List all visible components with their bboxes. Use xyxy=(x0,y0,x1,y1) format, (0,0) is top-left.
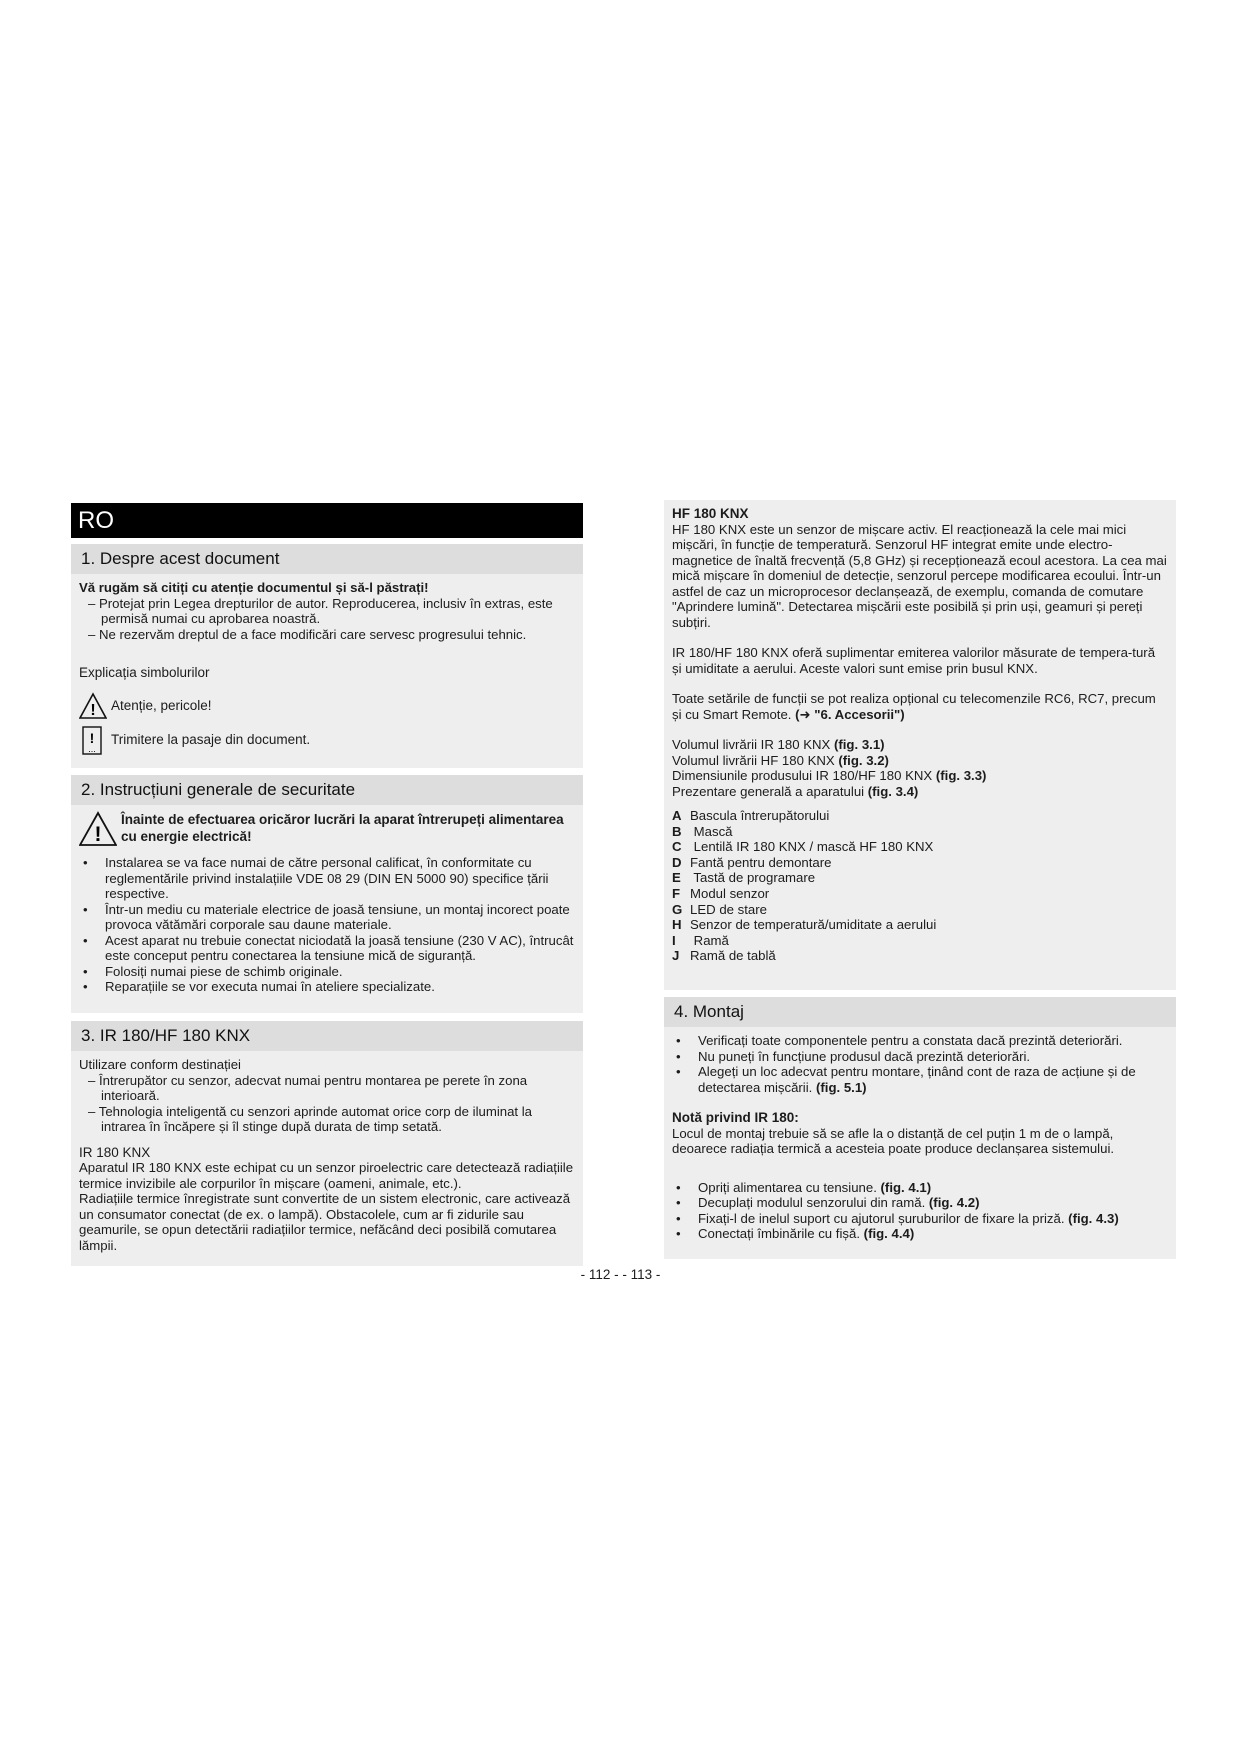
ir-title: IR 180 KNX xyxy=(79,1144,151,1160)
part-key: F xyxy=(672,885,681,901)
symbol-warning-label: Atenție, pericole! xyxy=(111,698,212,713)
safety-item: • Reparațiile se vor executa numai în ateliere specializate. xyxy=(79,979,575,995)
page-numbers: - 112 - - 113 - xyxy=(580,1267,661,1282)
part-label: Modul senzor xyxy=(690,885,770,901)
hf-paragraph: HF 180 KNX este un senzor de mișcare activ. El reacționează la cele mai mici mișcări, în funcție de temperatură. Senzorul HF integrat emite unde electro-magnetice de înaltă frecvență (5,8 GHz) și recepționează ecoul acestora. La cea mai mică mișcare în domeniul de detecție, senzorul percepe modificarea ecoului. Într-un astfel de caz un microprocesor declanșează, de exemplu, comanda de comutare "Aprindere lumină". Detectarea mișcării este posibilă și prin uși, geamuri și pereți subțiri. xyxy=(672,521,1167,630)
overview-text: Prezentare generală a aparatului xyxy=(672,783,865,799)
part-key: B xyxy=(672,823,682,839)
part-label: Senzor de temperatură/umiditate a aerului xyxy=(690,917,937,933)
part-key: H xyxy=(672,917,682,933)
warning-triangle-icon xyxy=(79,811,117,847)
dimensions xyxy=(672,768,1168,784)
overview xyxy=(672,784,1168,800)
fig-4-1-ref: (fig. 4.1) xyxy=(880,1179,932,1195)
part-item xyxy=(672,948,1168,964)
part-key: J xyxy=(672,948,680,964)
fig-3-1-ref: (fig. 3.1) xyxy=(833,737,885,752)
settings-paragraph xyxy=(672,691,1168,722)
intended-use-title: Utilizare conform destinației xyxy=(79,1057,241,1072)
s1-dash-1: – Protejat prin Legea drepturilor de autor. Reproducerea, inclusiv în extras, este permisă numai cu aprobarea noastră. xyxy=(88,595,553,626)
safety-item: • Acest aparat nu trebuie conectat niciodată la joasă tensiune (230 V AC), întrucât este conceput pentru conectarea la tensiune mică de siguranță. xyxy=(79,933,575,964)
check-item: • Nu puneți în funcțiune produsul dacă prezintă deteriorări. xyxy=(672,1049,1168,1065)
delivery-hf xyxy=(672,753,1168,769)
ir-note-text: Locul de montaj trebuie să se afle la o distanță de cel puțin 1 m de o lampă, deoarece radiația termică a acesteia poate produce declanșarea sistemului. xyxy=(672,1125,1115,1156)
section-2 xyxy=(71,775,583,1013)
step-item xyxy=(672,1180,1168,1196)
symbol-reference-label: Trimitere la pasaje din document. xyxy=(111,732,311,747)
part-item xyxy=(672,870,1168,886)
right-upper-panel xyxy=(664,500,1176,990)
section-2-title: 2. Instrucțiuni generale de securitate xyxy=(71,775,583,805)
mounting-steps xyxy=(672,1180,1168,1242)
s1-dash-2: – Ne rezervăm dreptul de a face modificări care servesc progresului tehnic. xyxy=(88,626,527,642)
step-item xyxy=(672,1226,1168,1242)
check-item: • Verificați toate componentele pentru a constata dacă prezintă deteriorări. xyxy=(672,1033,1168,1049)
s3-dash-1: – Întrerupător cu senzor, adecvat numai pentru montarea pe perete în zona interioară. xyxy=(88,1072,528,1103)
section-4 xyxy=(664,997,1176,1259)
section-1-title: 1. Despre acest document xyxy=(71,544,583,574)
warning-triangle-icon xyxy=(79,692,107,720)
symbols-title: Explicația simbolurilor xyxy=(79,665,210,680)
safety-warning xyxy=(79,811,575,847)
part-label: LED de stare xyxy=(690,901,767,917)
s3-dash-2: – Tehnologia inteligentă cu senzori aprinde automat orice corp de iluminat la intrarea în încăpere și îl stinge după durata de timp setată. xyxy=(88,1103,533,1134)
delivery-ir xyxy=(672,737,1168,753)
svg-text:!: ! xyxy=(89,729,95,746)
ir-paragraph-1: Aparatul IR 180 KNX este echipat cu un senzor piroelectric care detectează radiațiile termice invizibile ale corpurilor în mișcare (oameni, animale, etc.). xyxy=(79,1160,574,1191)
part-item xyxy=(672,917,1168,933)
parts-list xyxy=(672,808,1168,964)
hf-title: HF 180 KNX xyxy=(672,506,749,521)
part-label: Ramă de tablă xyxy=(690,948,776,964)
fig-4-2-ref: (fig. 4.2) xyxy=(928,1195,980,1210)
check-text: Alegeți un loc adecvat pentru montare, ținând cont de raza de acțiune și de detectarea mișcării. xyxy=(698,1064,1136,1095)
safety-list xyxy=(79,855,575,995)
section-3-title: 3. IR 180/HF 180 KNX xyxy=(71,1021,583,1051)
step-text: Opriți alimentarea cu tensiune. xyxy=(698,1179,877,1195)
s1-intro: Vă rugăm să citiți cu atenție documentul și să-l păstrați! xyxy=(79,580,429,595)
part-item xyxy=(672,839,1168,855)
measurement-paragraph: IR 180/HF 180 KNX oferă suplimentar emiterea valorilor măsurate de tempera-tură și umiditate a aerului. Aceste valori sunt emise prin busul KNX. xyxy=(672,645,1156,676)
fig-3-3-ref: (fig. 3.3) xyxy=(935,768,987,783)
part-label: Lentilă IR 180 KNX / mască HF 180 KNX xyxy=(690,839,934,855)
part-item xyxy=(672,902,1168,918)
language-bar: RO xyxy=(71,503,583,538)
delivery-ir-text: Volumul livrării IR 180 KNX xyxy=(672,737,831,752)
step-text: Conectați îmbinările cu fișă. xyxy=(698,1226,860,1241)
section-1 xyxy=(71,544,583,768)
part-key: I xyxy=(672,932,676,948)
safety-item: • Într-un mediu cu materiale electrice de joasă tensiune, un montaj incorect poate provoca vătămări corporale sau daune materiale. xyxy=(79,902,575,933)
fig-3-4-ref: (fig. 3.4) xyxy=(867,783,919,799)
part-label: Bascula întrerupătorului xyxy=(690,808,830,823)
symbol-reference-row xyxy=(79,723,575,757)
part-label: Fantă pentru demontare xyxy=(690,854,832,870)
svg-text:!: ! xyxy=(90,701,96,719)
section-4-title: 4. Montaj xyxy=(664,997,1176,1027)
ir-note-title: Notă privind IR 180: xyxy=(672,1110,799,1125)
fig-3-2-ref: (fig. 3.2) xyxy=(838,752,889,768)
section-3 xyxy=(71,1021,583,1266)
ir-paragraph-2: Radiațiile termice înregistrate sunt convertite de un sistem electronic, care activează un consumator conectat (de ex. o lampă). Obstacolele, cum ar fi zidurile sau geamurile, se opun detectării radiațiilor termice, nefăcând deci posibilă comutarea lămpii. xyxy=(79,1191,571,1253)
part-key: G xyxy=(672,901,683,917)
settings-text: Toate setările de funcții se pot realiza opțional cu telecomenzile RC6, RC7, precum și cu Smart Remote. xyxy=(672,691,1156,722)
part-label: Tastă de programare xyxy=(690,870,816,886)
part-key: C xyxy=(672,839,682,855)
symbol-warning-row xyxy=(79,689,575,723)
safety-item: • Folosiți numai piese de schimb originale. xyxy=(79,964,575,980)
part-key: E xyxy=(672,870,681,886)
safety-item: • Instalarea se va face numai de către personal calificat, în conformitate cu reglementările privind instalațiile VDE 08 29 (DIN EN 5000 90) specifice țării respective. xyxy=(79,855,575,902)
fig-4-3-ref: (fig. 4.3) xyxy=(1068,1210,1119,1226)
fig-4-4-ref: (fig. 4.4) xyxy=(863,1226,915,1241)
document-reference-icon xyxy=(79,726,107,754)
left-page xyxy=(71,503,583,1266)
part-item xyxy=(672,808,1168,824)
mounting-checks xyxy=(672,1033,1168,1095)
step-text: Decuplați modulul senzorului din ramă. xyxy=(698,1195,926,1210)
part-item xyxy=(672,886,1168,902)
right-page xyxy=(664,500,1176,1259)
step-item xyxy=(672,1195,1168,1211)
step-text: Fixați-l de inelul suport cu ajutorul șuruburilor de fixare la priză. xyxy=(698,1210,1065,1226)
fig-5-1-ref: (fig. 5.1) xyxy=(816,1079,867,1095)
delivery-hf-text: Volumul livrării HF 180 KNX xyxy=(672,752,835,768)
part-label: Ramă xyxy=(690,932,729,948)
part-item xyxy=(672,933,1168,949)
part-item xyxy=(672,855,1168,871)
part-key: A xyxy=(672,808,682,823)
step-item xyxy=(672,1211,1168,1227)
accessories-reference-link[interactable]: (➜ "6. Accesorii") xyxy=(795,706,905,722)
part-label: Mască xyxy=(690,823,733,839)
svg-text:...: ... xyxy=(88,743,96,754)
dimensions-text: Dimensiunile produsului IR 180/HF 180 KNX xyxy=(672,768,933,783)
safety-warning-text: Înainte de efectuarea oricăror lucrări la aparat întrerupeți alimentarea cu energie electrică! xyxy=(121,812,564,844)
svg-text:!: ! xyxy=(94,823,102,846)
part-item xyxy=(672,824,1168,840)
check-item xyxy=(672,1064,1168,1095)
part-key: D xyxy=(672,854,682,870)
